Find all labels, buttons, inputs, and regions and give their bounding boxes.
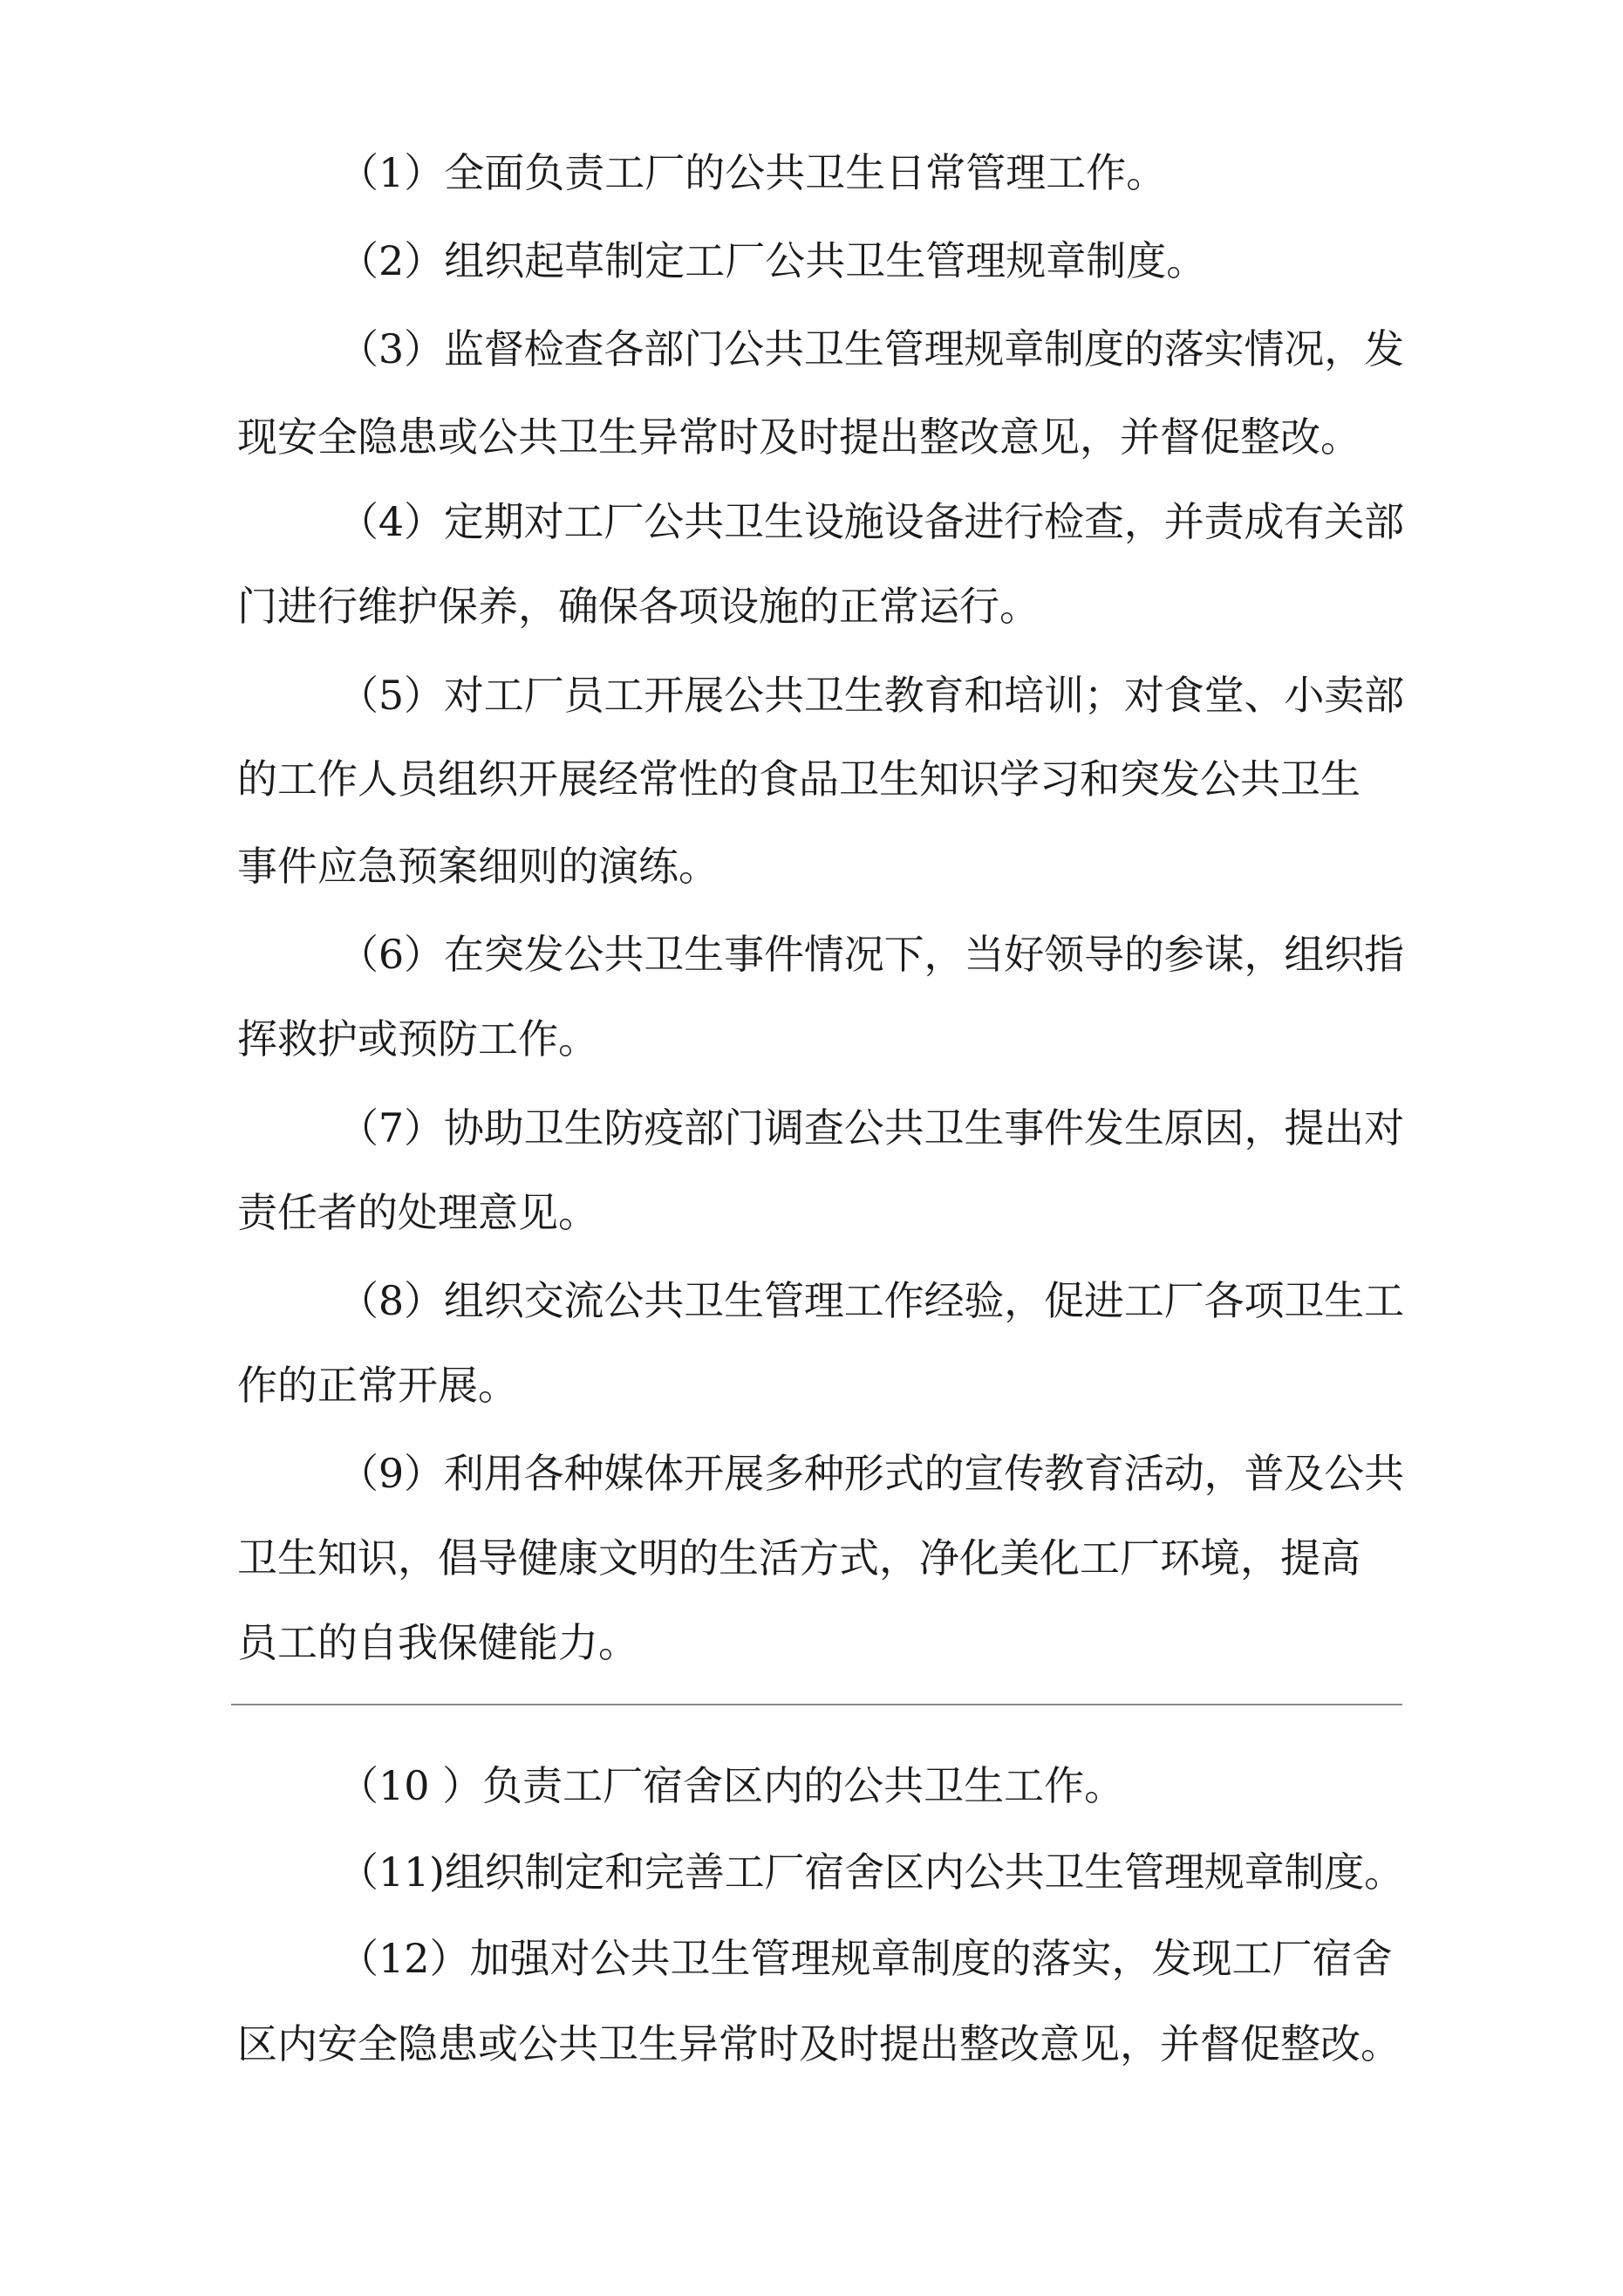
paragraph-8-line-2: 作的正常开展。 xyxy=(237,1362,518,1409)
paragraph-6-line-1: （6）在突发公共卫生事件情况下，当好领导的参谋，组织指 xyxy=(338,931,1405,978)
paragraph-12-line-2: 区内安全隐患或公共卫生异常时及时提出整改意见，并督促整改。 xyxy=(237,2020,1401,2067)
paragraph-5-line-3: 事件应急预案细则的演练。 xyxy=(237,843,719,890)
paragraph-4-line-1: （4）定期对工厂公共卫生设施设备进行检查，并责成有关部 xyxy=(338,498,1405,545)
paragraph-3-line-2: 现安全隐患或公共卫生异常时及时提出整改意见，并督促整改。 xyxy=(237,413,1360,461)
paragraph-5-line-1: （5）对工厂员工开展公共卫生教育和培训；对食堂、小卖部 xyxy=(338,672,1405,719)
paragraph-2-line-1: （2）组织起草制定工厂公共卫生管理规章制度。 xyxy=(338,237,1207,284)
paragraph-1-line-1: （1）全面负责工厂的公共卫生日常管理工作。 xyxy=(338,149,1167,196)
paragraph-12-line-1: （12）加强对公共卫生管理规章制度的落实，发现工厂宿舍 xyxy=(338,1935,1393,1982)
paragraph-9-line-1: （9）利用各种媒体开展多种形式的宣传教育活动，普及公共 xyxy=(338,1450,1405,1497)
paragraph-8-line-1: （8）组织交流公共卫生管理工作经验，促进工厂各项卫生工 xyxy=(338,1277,1405,1324)
paragraph-9-line-3: 员工的自我保健能力。 xyxy=(237,1619,638,1666)
paragraph-11-line-1: （11)组织制定和完善工厂宿舍区内公共卫生管理规章制度。 xyxy=(338,1848,1404,1896)
paragraph-6-line-2: 挥救护或预防工作。 xyxy=(237,1015,598,1063)
paragraph-4-line-2: 门进行维护保养，确保各项设施的正常运行。 xyxy=(237,583,1040,630)
horizontal-divider xyxy=(231,1704,1402,1705)
paragraph-3-line-1: （3）监督检查各部门公共卫生管理规章制度的落实情况，发 xyxy=(338,325,1405,372)
paragraph-5-line-2: 的工作人员组织开展经常性的食品卫生知识学习和突发公共卫生 xyxy=(237,755,1360,803)
paragraph-9-line-2: 卫生知识，倡导健康文明的生活方式，净化美化工厂环境，提高 xyxy=(237,1534,1360,1582)
paragraph-10-line-1: （10 ）负责工厂宿舍区内的公共卫生工作。 xyxy=(338,1762,1125,1809)
paragraph-7-line-1: （7）协助卫生防疫部门调查公共卫生事件发生原因，提出对 xyxy=(338,1104,1405,1151)
paragraph-7-line-2: 责任者的处理意见。 xyxy=(237,1189,598,1236)
